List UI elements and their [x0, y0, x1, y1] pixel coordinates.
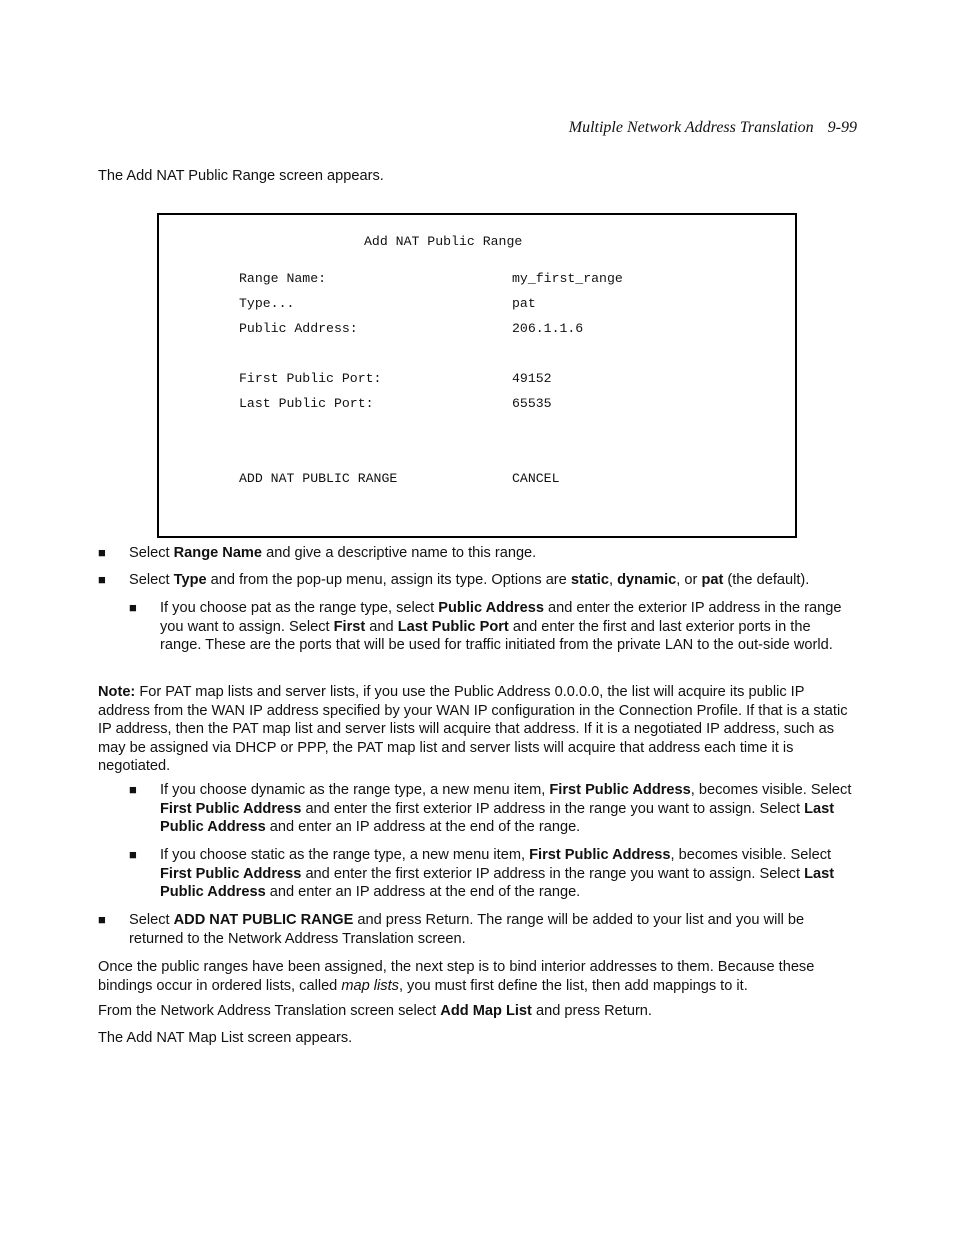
field-label-range-name[interactable]: Range Name: — [239, 271, 327, 286]
add-map-list-paragraph: From the Network Address Translation screen select Add Map List and press Return. — [98, 1003, 652, 1019]
bullet-text: Select Type and from the pop-up menu, assign its type. Options are static, dynamic, or pat (the default). — [129, 572, 810, 588]
field-value-public-address[interactable]: 206.1.1.6 — [512, 321, 584, 336]
terminal-screen — [157, 213, 797, 538]
bullet-icon: ■ — [98, 912, 106, 927]
sub-bullet-dynamic — [129, 781, 853, 837]
note-label: Note: — [98, 684, 136, 700]
bullet-text: Select Range Name and give a descriptive name to this range. — [129, 545, 537, 561]
field-value-type[interactable]: pat — [512, 296, 536, 311]
bullet-icon: ■ — [129, 847, 137, 862]
running-header — [569, 119, 857, 138]
add-nat-public-range-button[interactable]: ADD NAT PUBLIC RANGE — [239, 471, 398, 486]
map-lists-paragraph: Once the public ranges have been assigned, the next step is to bind interior addresses to them. Because these bindings occur in ordered lists, called map lists, you must first define the list, then add mappings to it. — [98, 959, 815, 994]
bullet-icon: ■ — [98, 545, 106, 560]
field-value-range-name[interactable]: my_first_range — [512, 271, 623, 286]
bullet-add-range — [98, 911, 858, 948]
field-value-first-public-port[interactable]: 49152 — [512, 371, 552, 386]
header-title: Multiple Network Address Translation — [568, 119, 814, 136]
bullet-icon: ■ — [129, 782, 137, 797]
bullet-text: If you choose static as the range type, a new menu item, First Public Address, becomes visible. Select First Public Address and enter the first exterior IP address in the range you want to assign. Select Last Public Address and enter an IP address at the end of the range. — [160, 847, 835, 900]
field-label-type[interactable]: Type... — [239, 296, 295, 311]
cancel-button[interactable]: CANCEL — [512, 471, 560, 486]
intro-paragraph: The Add NAT Public Range screen appears. — [98, 168, 384, 184]
field-label-public-address[interactable]: Public Address: — [239, 321, 358, 336]
field-label-last-public-port[interactable]: Last Public Port: — [239, 396, 374, 411]
sub-bullet-pat — [129, 599, 853, 655]
bullet-range-name — [98, 544, 858, 563]
terminal-title: Add NAT Public Range — [364, 234, 523, 249]
bullet-type — [98, 571, 858, 590]
field-label-first-public-port[interactable]: First Public Port: — [239, 371, 382, 386]
note-paragraph: Note: For PAT map lists and server lists, if you use the Public Address 0.0.0.0, the list will acquire its public IP address from the WAN IP address specified by your WAN IP configuration in the Connection Profile. If that is a static IP address, then the PAT map list and server lists will acquire that address. If it is a negotiated IP address, such as may be assigned via DHCP or PPP, the PAT map list and server lists will acquire that address each time it is negotiated. — [98, 684, 848, 774]
closing-paragraph: The Add NAT Map List screen appears. — [98, 1030, 353, 1046]
bullet-text: If you choose dynamic as the range type, a new menu item, First Public Address, becomes visible. Select First Public Address and enter the first exterior IP address in the range you want to assign. Select Last Public Address and enter an IP address at the end of the range. — [160, 782, 852, 835]
page-number: 9-99 — [827, 119, 857, 136]
field-value-last-public-port[interactable]: 65535 — [512, 396, 552, 411]
bullet-icon: ■ — [98, 572, 106, 587]
bullet-icon: ■ — [129, 600, 137, 615]
sub-bullet-static — [129, 846, 853, 902]
bullet-text: Select ADD NAT PUBLIC RANGE and press Return. The range will be added to your list and you will be returned to the Network Address Translation screen. — [129, 912, 805, 947]
bullet-text: If you choose pat as the range type, select Public Address and enter the exterior IP address in the range you want to assign. Select First and Last Public Port and enter the first and last exterior ports in the range. These are the ports that will be used for traffic initiated from the private LAN to the out-side world. — [160, 600, 842, 653]
